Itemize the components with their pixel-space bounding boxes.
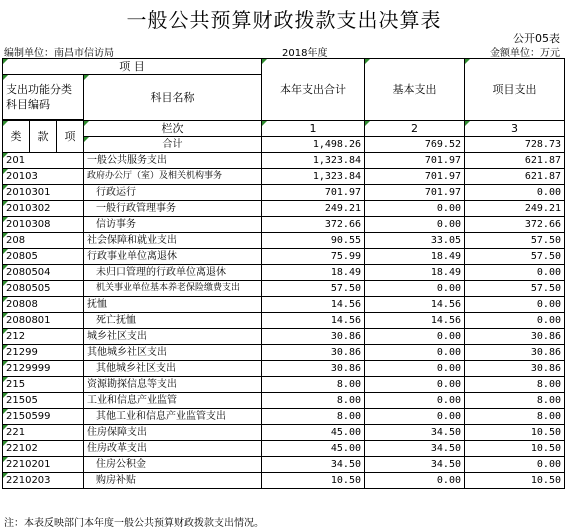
table-row	[3, 425, 565, 441]
table-row	[3, 153, 565, 169]
row-code: 2010308	[3, 217, 84, 233]
row-subject-name: 城乡社区支出	[84, 329, 262, 345]
row-basic: 0.00	[365, 409, 465, 425]
report-year: 2018年度	[282, 48, 328, 59]
row-total: 14.56	[262, 313, 365, 329]
row-subject-name: 机关事业单位基本养老保险缴费支出	[84, 281, 262, 297]
table-row	[3, 377, 565, 393]
header-total: 本年支出合计	[262, 59, 365, 121]
row-project: 8.00	[465, 393, 565, 409]
row-basic: 0.00	[365, 329, 465, 345]
table-row	[3, 233, 565, 249]
row-code: 2150599	[3, 409, 84, 425]
row-subject-name: 行政事业单位离退休	[84, 249, 262, 265]
row-subject-name: 一般行政管理事务	[84, 201, 262, 217]
row-basic: 0.00	[365, 377, 465, 393]
row-subject-name: 其他城乡社区支出	[84, 361, 262, 377]
row-code: 2210203	[3, 473, 84, 489]
table-row	[3, 169, 565, 185]
table-row	[3, 345, 565, 361]
row-basic: 33.05	[365, 233, 465, 249]
row-project: 372.66	[465, 217, 565, 233]
row-project: 57.50	[465, 233, 565, 249]
row-basic: 34.50	[365, 441, 465, 457]
row-code: 208	[3, 233, 84, 249]
table-row	[3, 473, 565, 489]
table-row	[3, 281, 565, 297]
row-basic: 0.00	[365, 473, 465, 489]
row-total: 75.99	[262, 249, 365, 265]
row-basic: 0.00	[365, 393, 465, 409]
row-code: 221	[3, 425, 84, 441]
row-code: 212	[3, 329, 84, 345]
row-total: 90.55	[262, 233, 365, 249]
header-kuan: 款	[30, 121, 57, 153]
table-row	[3, 185, 565, 201]
row-code: 2210201	[3, 457, 84, 473]
header-item: 项 目	[3, 59, 262, 75]
row-project: 10.50	[465, 473, 565, 489]
row-project: 0.00	[465, 265, 565, 281]
row-basic: 14.56	[365, 297, 465, 313]
row-total: 701.97	[262, 185, 365, 201]
row-subject-name: 住房保障支出	[84, 425, 262, 441]
compiling-unit: 编制单位：南昌市信访局	[4, 48, 114, 59]
row-total: 34.50	[262, 457, 365, 473]
row-total: 1,323.84	[262, 169, 365, 185]
row-total: 45.00	[262, 425, 365, 441]
row-project: 57.50	[465, 249, 565, 265]
table-row	[3, 441, 565, 457]
row-project: 249.21	[465, 201, 565, 217]
header-subject-name: 科目名称	[84, 75, 262, 121]
row-subject-name: 抚恤	[84, 297, 262, 313]
header-func-code: 支出功能分类科目编码	[3, 75, 84, 120]
header-project: 项目支出	[465, 59, 565, 121]
row-basic: 0.00	[365, 345, 465, 361]
table-row	[3, 297, 565, 313]
row-basic: 34.50	[365, 457, 465, 473]
row-project: 621.87	[465, 153, 565, 169]
row-total: 14.56	[262, 297, 365, 313]
row-basic: 0.00	[365, 217, 465, 233]
row-code: 2010302	[3, 201, 84, 217]
total-amount: 1,498.26	[262, 137, 365, 153]
table-row	[3, 217, 565, 233]
table-row	[3, 409, 565, 425]
row-total: 18.49	[262, 265, 365, 281]
row-total: 30.86	[262, 361, 365, 377]
row-total: 30.86	[262, 345, 365, 361]
row-basic: 701.97	[365, 185, 465, 201]
row-total: 1,323.84	[262, 153, 365, 169]
row-code: 2080801	[3, 313, 84, 329]
row-subject-name: 其他工业和信息产业监管支出	[84, 409, 262, 425]
row-basic: 34.50	[365, 425, 465, 441]
table-row	[3, 457, 565, 473]
row-code: 22102	[3, 441, 84, 457]
form-number: 公开05表	[513, 32, 560, 45]
row-basic: 18.49	[365, 249, 465, 265]
table-row	[3, 313, 565, 329]
row-project: 0.00	[465, 457, 565, 473]
row-total: 45.00	[262, 441, 365, 457]
row-code: 20808	[3, 297, 84, 313]
row-project: 10.50	[465, 441, 565, 457]
total-basic: 769.52	[365, 137, 465, 153]
row-code: 2080504	[3, 265, 84, 281]
header-xiang: 项	[57, 121, 84, 153]
row-subject-name: 住房公积金	[84, 457, 262, 473]
table-row	[3, 265, 565, 281]
row-subject-name: 政府办公厅（室）及相关机构事务	[84, 169, 262, 185]
total-project: 728.73	[465, 137, 565, 153]
table-row	[3, 249, 565, 265]
table-row	[3, 393, 565, 409]
row-subject-name: 未归口管理的行政单位离退休	[84, 265, 262, 281]
row-code: 2129999	[3, 361, 84, 377]
expenditure-table	[2, 58, 565, 489]
currency-unit: 金额单位：万元	[490, 48, 560, 59]
row-project: 8.00	[465, 377, 565, 393]
footnote: 注：本表反映部门本年度一般公共预算财政拨款支出情况。	[4, 518, 264, 529]
row-code: 20805	[3, 249, 84, 265]
row-subject-name: 一般公共服务支出	[84, 153, 262, 169]
row-project: 30.86	[465, 345, 565, 361]
row-code: 201	[3, 153, 84, 169]
col-number-2: 2	[365, 121, 465, 137]
report-title: 一般公共预算财政拨款支出决算表	[126, 8, 442, 32]
row-basic: 701.97	[365, 153, 465, 169]
row-basic: 0.00	[365, 201, 465, 217]
row-subject-name: 行政运行	[84, 185, 262, 201]
row-total: 8.00	[262, 393, 365, 409]
row-total: 57.50	[262, 281, 365, 297]
row-subject-name: 社会保障和就业支出	[84, 233, 262, 249]
header-basic: 基本支出	[365, 59, 465, 121]
row-code: 21299	[3, 345, 84, 361]
row-subject-name: 死亡抚恤	[84, 313, 262, 329]
row-basic: 0.00	[365, 281, 465, 297]
table-row	[3, 201, 565, 217]
header-lanci: 栏次	[84, 121, 262, 137]
row-total: 8.00	[262, 377, 365, 393]
table-row	[3, 361, 565, 377]
row-basic: 18.49	[365, 265, 465, 281]
row-project: 30.86	[465, 361, 565, 377]
row-project: 621.87	[465, 169, 565, 185]
col-number-3: 3	[465, 121, 565, 137]
header-lei: 类	[3, 121, 30, 153]
row-subject-name: 信访事务	[84, 217, 262, 233]
row-total: 372.66	[262, 217, 365, 233]
row-project: 0.00	[465, 185, 565, 201]
col-number-1: 1	[262, 121, 365, 137]
row-code: 2010301	[3, 185, 84, 201]
row-project: 10.50	[465, 425, 565, 441]
row-code: 20103	[3, 169, 84, 185]
row-project: 57.50	[465, 281, 565, 297]
row-total: 10.50	[262, 473, 365, 489]
row-basic: 14.56	[365, 313, 465, 329]
row-code: 2080505	[3, 281, 84, 297]
row-subject-name: 其他城乡社区支出	[84, 345, 262, 361]
row-basic: 0.00	[365, 361, 465, 377]
row-project: 8.00	[465, 409, 565, 425]
row-project: 0.00	[465, 297, 565, 313]
row-subject-name: 资源勘探信息等支出	[84, 377, 262, 393]
row-project: 30.86	[465, 329, 565, 345]
row-project: 0.00	[465, 313, 565, 329]
row-total: 30.86	[262, 329, 365, 345]
table-row	[3, 329, 565, 345]
row-subject-name: 购房补贴	[84, 473, 262, 489]
row-basic: 701.97	[365, 169, 465, 185]
row-code: 21505	[3, 393, 84, 409]
total-label: 合计	[84, 137, 262, 153]
row-subject-name: 工业和信息产业监管	[84, 393, 262, 409]
row-subject-name: 住房改革支出	[84, 441, 262, 457]
row-total: 249.21	[262, 201, 365, 217]
row-code: 215	[3, 377, 84, 393]
row-total: 8.00	[262, 409, 365, 425]
